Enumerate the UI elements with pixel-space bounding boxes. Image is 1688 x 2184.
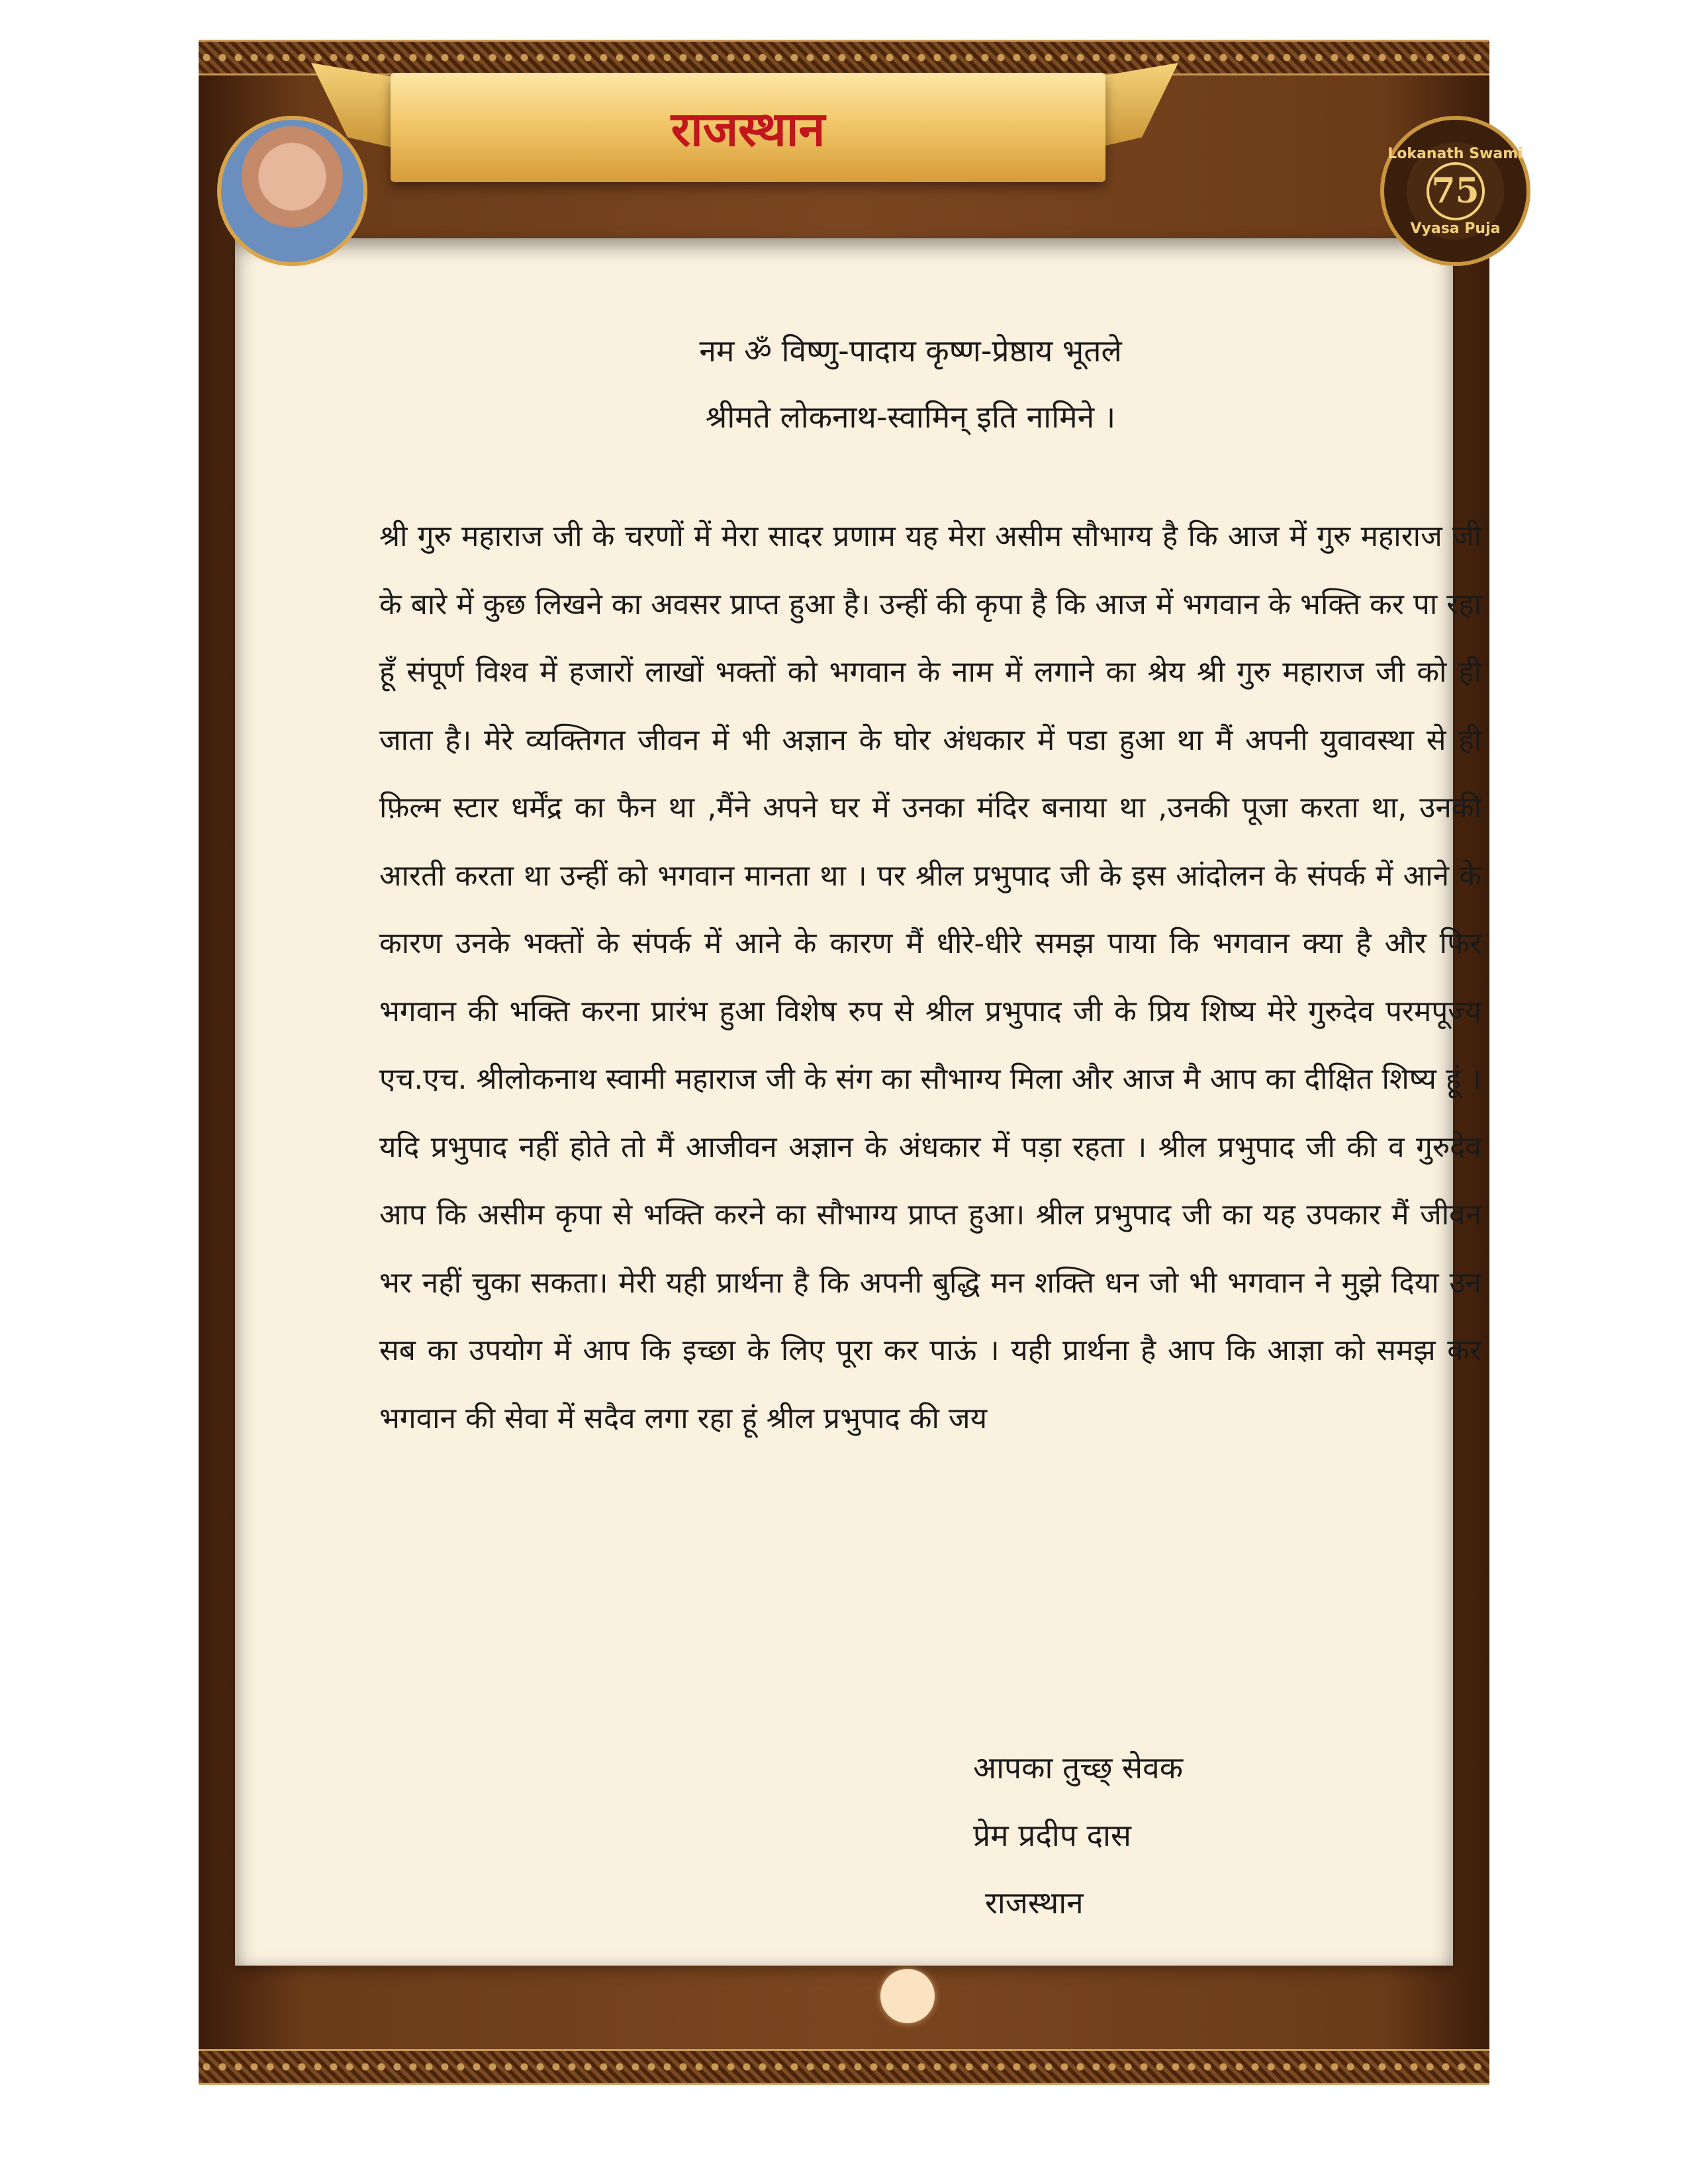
signature-block [973, 1734, 1183, 1936]
page-title: राजस्थान [671, 101, 825, 157]
invocation-verse [340, 318, 1481, 450]
letter-body: श्री गुरु महाराज जी के चरणों में मेरा सादर प्रणाम यह मेरा असीम सौभाग्य है कि आज में गुरु महाराज जी के बारे में कुछ लिखने का अवसर प्राप्त हुआ है। उन्हीं की कृपा है कि आज में भगवान के भक्ति कर पा रहा हूँ संपूर्ण विश्व में हजारों लाखों भक्तों को भगवान के नाम में लगाने का श्रेय श्री गुरु महाराज जी को ही जाता है। मेरे व्यक्तिगत जीवन में भी अज्ञान के घोर अंधकार में पडा हुआ था मैं अपनी युवावस्था से ही फ़िल्म स्टार धर्मेंद्र का फैन था ,मैंने अपने घर में उनका मंदिर बनाया था ,उनकी पूजा करता था, उनकी आरती करता था उन्हीं को भगवान मानता था । पर श्रील प्रभुपाद जी के इस आंदोलन के संपर्क में आने के कारण उनके भक्तों के संपर्क में आने के कारण मैं धीरे-धीरे समझ पाया कि भगवान क्या है और फिर भगवान की भक्ति करना प्रारंभ हुआ विशेष रुप से श्रील प्रभुपाद जी के प्रिय शिष्य मेरे गुरुदेव परमपूज्य एच.एच. श्रीलोकनाथ स्वामी महाराज जी के संग का सौभाग्य मिला और आज मै आप का दीक्षित शिष्य हूं । यदि प्रभुपाद नहीं होते तो मैं आजीवन अज्ञान के अंधकार में पड़ा रहता । श्रील प्रभुपाद जी की व गुरुदेव आप कि असीम कृपा से भक्ति करने का सौभाग्य प्राप्त हुआ। श्रील प्रभुपाद जी का यह उपकार मैं जीवन भर नहीं चुका सकता। मेरी यही प्रार्थना है कि अपनी बुद्धि मन शक्ति धन जो भी भगवान ने मुझे दिया उन सब का उपयोग में आप कि इच्छा के लिए पूरा कर पाऊं । यही प्रार्थना है आप कि आज्ञा को समझ कर भगवान की सेवा में सदैव लगा रहा हूं श्रील प्रभुपाद की जय [379, 520, 1481, 1435]
vyasa-puja-badge [1380, 116, 1530, 266]
signature-closing: आपका तुच्छ् सेवक [973, 1750, 1184, 1786]
decorative-border-bottom [199, 2049, 1489, 2085]
guru-portrait [217, 116, 367, 266]
signature-name: प्रेम प्रदीप दास [973, 1817, 1132, 1853]
badge-number: 75 [1427, 162, 1485, 220]
page-marker-dot [880, 1969, 935, 2023]
letter-content [379, 318, 1481, 1453]
title-ribbon [391, 73, 1105, 182]
badge-top-text: Lokanath Swami [1387, 145, 1523, 162]
signature-place: राजस्थान [985, 1885, 1084, 1921]
verse-line: नम ॐ विष्णु-पादाय कृष्ण-प्रेष्ठाय भूतले [699, 333, 1122, 369]
badge-bottom-text: Vyasa Puja [1410, 220, 1501, 237]
verse-line: श्रीमते लोकनाथ-स्वामिन् इति नामिने । [705, 399, 1116, 435]
decorative-border-top [199, 40, 1489, 75]
